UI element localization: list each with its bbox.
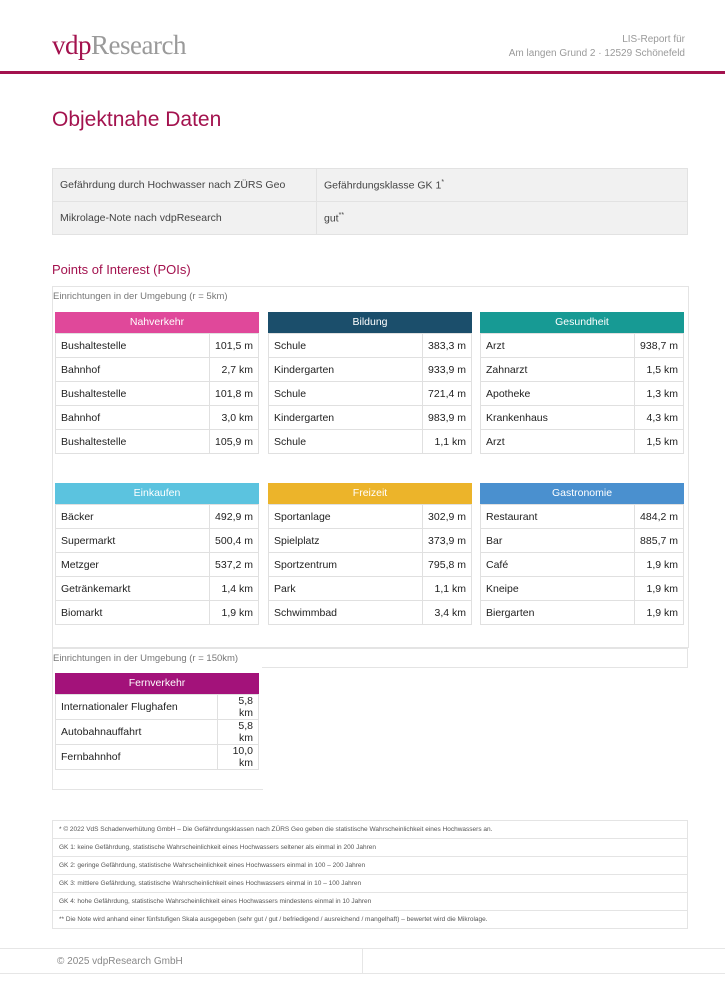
poi-category-header: Nahverkehr	[55, 312, 259, 333]
poi-place: Bushaltestelle	[56, 334, 210, 358]
poi-distance: 1,1 km	[423, 577, 472, 601]
poi-distance: 2,7 km	[210, 358, 259, 382]
poi-distance: 885,7 m	[635, 529, 684, 553]
poi-row	[56, 577, 259, 601]
poi-row	[56, 553, 259, 577]
poi-distance: 1,5 km	[635, 358, 684, 382]
poi-distance: 484,2 m	[635, 505, 684, 529]
poi-place: Bushaltestelle	[56, 382, 210, 406]
poi-card-gastronomie	[480, 483, 684, 625]
poi-place: Zahnarzt	[481, 358, 635, 382]
poi-distance: 938,7 m	[635, 334, 684, 358]
poi-row	[56, 601, 259, 625]
poi-distance: 105,9 m	[210, 430, 259, 454]
info-label: Gefährdung durch Hochwasser nach ZÜRS Geo	[53, 169, 317, 202]
poi-place: Restaurant	[481, 505, 635, 529]
poi-row	[481, 601, 684, 625]
poi-place: Spielplatz	[269, 529, 423, 553]
poi-row	[269, 577, 472, 601]
poi-row	[481, 334, 684, 358]
report-line-2: Am langen Grund 2 · 12529 Schönefeld	[508, 48, 685, 59]
info-row-microlocation	[53, 202, 688, 235]
poi-place: Arzt	[481, 430, 635, 454]
poi-distance: 1,9 km	[635, 577, 684, 601]
poi-distance: 1,4 km	[210, 577, 259, 601]
poi-place: Schule	[269, 430, 423, 454]
poi-place: Sportanlage	[269, 505, 423, 529]
poi-category-header: Gesundheit	[480, 312, 684, 333]
info-label: Mikrolage-Note nach vdpResearch	[53, 202, 317, 235]
poi-card-gesundheit	[480, 312, 684, 454]
footnote: * © 2022 VdS Schadenverhütung GmbH – Die Gefährdungsklassen nach ZÜRS Geo geben die statistische Wahrscheinlichkeit eines Hochwassers an.	[53, 821, 688, 839]
report-line-1: LIS-Report für	[622, 34, 685, 45]
poi-row	[481, 505, 684, 529]
poi-distance: 101,8 m	[210, 382, 259, 406]
poi-place: Kindergarten	[269, 358, 423, 382]
poi-row	[269, 358, 472, 382]
poi-distance: 795,8 m	[423, 553, 472, 577]
poi-distance: 1,9 km	[635, 553, 684, 577]
poi-distance: 4,3 km	[635, 406, 684, 430]
logo-rest: Research	[91, 30, 186, 60]
poi-distance: 1,1 km	[423, 430, 472, 454]
report-address	[509, 33, 685, 61]
poi-place: Apotheke	[481, 382, 635, 406]
poi-row	[481, 577, 684, 601]
poi-row	[56, 334, 259, 358]
poi-place: Biomarkt	[56, 601, 210, 625]
info-value: gut**	[317, 202, 688, 235]
poi-place: Schule	[269, 334, 423, 358]
poi-distance: 101,5 m	[210, 334, 259, 358]
poi-row	[56, 382, 259, 406]
poi-place: Arzt	[481, 334, 635, 358]
poi-table	[480, 504, 684, 625]
footnote: GK 3: mittlere Gefährdung, statistische Wahrscheinlichkeit eines Hochwassers einmal in 10 – 100 Jahren	[53, 875, 688, 893]
poi-row	[481, 553, 684, 577]
poi-place: Kneipe	[481, 577, 635, 601]
poi-distance: 383,3 m	[423, 334, 472, 358]
page-title: Objektnahe Daten	[52, 108, 222, 131]
poi-card-bildung	[268, 312, 472, 454]
poi-distance: 1,5 km	[635, 430, 684, 454]
poi-table	[268, 333, 472, 454]
section-label: Einrichtungen in der Umgebung (r = 150km)	[53, 653, 239, 664]
poi-row	[56, 529, 259, 553]
poi-row	[269, 529, 472, 553]
poi-row	[269, 505, 472, 529]
info-value: Gefährdungsklasse GK 1*	[317, 169, 688, 202]
poi-place: Sportzentrum	[269, 553, 423, 577]
page-header	[0, 0, 725, 74]
poi-row	[56, 720, 259, 745]
poi-distance: 492,9 m	[210, 505, 259, 529]
footnote: GK 4: hohe Gefährdung, statistische Wahrscheinlichkeit eines Hochwassers mindestens einmal in 10 Jahren	[53, 893, 688, 911]
poi-table	[268, 504, 472, 625]
poi-distance: 5,8 km	[218, 720, 259, 745]
section-label: Einrichtungen in der Umgebung (r = 5km)	[53, 291, 228, 302]
poi-card-freizeit	[268, 483, 472, 625]
poi-place: Café	[481, 553, 635, 577]
poi-row	[481, 358, 684, 382]
footer-divider	[362, 949, 363, 973]
poi-place: Supermarkt	[56, 529, 210, 553]
poi-row	[481, 406, 684, 430]
footer-copyright: © 2025 vdpResearch GmbH	[57, 956, 183, 967]
poi-row	[481, 529, 684, 553]
poi-place: Biergarten	[481, 601, 635, 625]
poi-heading: Points of Interest (POIs)	[52, 262, 191, 277]
footnotes-table	[52, 820, 688, 929]
poi-distance: 537,2 m	[210, 553, 259, 577]
poi-row	[56, 695, 259, 720]
poi-place: Bar	[481, 529, 635, 553]
poi-row	[481, 430, 684, 454]
vdpresearch-logo	[52, 30, 186, 61]
poi-row	[56, 505, 259, 529]
poi-table	[55, 694, 259, 770]
footnote: ** Die Note wird anhand einer fünfstufigen Skala ausgegeben (sehr gut / gut / befriedigend / ausreichend / mangelhaft) – bewertet wird die Mikrolage.	[53, 911, 688, 929]
poi-place: Park	[269, 577, 423, 601]
poi-row	[56, 430, 259, 454]
page-footer	[0, 948, 725, 974]
poi-distance: 1,9 km	[210, 601, 259, 625]
footnote: GK 2: geringe Gefährdung, statistische Wahrscheinlichkeit eines Hochwassers einmal in 100 – 200 Jahren	[53, 857, 688, 875]
info-row-flood	[53, 169, 688, 202]
header-divider	[0, 71, 725, 74]
poi-card-einkaufen	[55, 483, 259, 625]
poi-place: Getränkemarkt	[56, 577, 210, 601]
poi-distance: 983,9 m	[423, 406, 472, 430]
poi-row	[269, 382, 472, 406]
footnote: GK 1: keine Gefährdung, statistische Wahrscheinlichkeit eines Hochwassers seltener als einmal in 200 Jahren	[53, 839, 688, 857]
poi-row	[269, 406, 472, 430]
poi-place: Autobahnauffahrt	[56, 720, 218, 745]
poi-category-header: Gastronomie	[480, 483, 684, 504]
poi-row	[269, 553, 472, 577]
logo-brand: vdp	[52, 30, 91, 60]
poi-distance: 373,9 m	[423, 529, 472, 553]
poi-row	[269, 601, 472, 625]
poi-category-header: Freizeit	[268, 483, 472, 504]
poi-place: Bahnhof	[56, 406, 210, 430]
poi-card-nahverkehr	[55, 312, 259, 454]
poi-distance: 933,9 m	[423, 358, 472, 382]
poi-distance: 3,4 km	[423, 601, 472, 625]
poi-distance: 500,4 m	[210, 529, 259, 553]
poi-place: Bushaltestelle	[56, 430, 210, 454]
poi-category-header: Einkaufen	[55, 483, 259, 504]
poi-distance: 721,4 m	[423, 382, 472, 406]
poi-place: Schule	[269, 382, 423, 406]
poi-place: Fernbahnhof	[56, 745, 218, 770]
poi-table	[55, 504, 259, 625]
poi-distance: 1,9 km	[635, 601, 684, 625]
poi-distance: 1,3 km	[635, 382, 684, 406]
poi-row	[269, 430, 472, 454]
poi-row	[56, 358, 259, 382]
poi-place: Bäcker	[56, 505, 210, 529]
poi-place: Internationaler Flughafen	[56, 695, 218, 720]
poi-category-header: Fernverkehr	[55, 673, 259, 694]
poi-card-fernverkehr	[55, 673, 259, 770]
poi-place: Metzger	[56, 553, 210, 577]
poi-place: Kindergarten	[269, 406, 423, 430]
poi-row	[56, 406, 259, 430]
section-divider	[262, 648, 688, 668]
poi-place: Bahnhof	[56, 358, 210, 382]
poi-distance: 5,8 km	[218, 695, 259, 720]
poi-row	[269, 334, 472, 358]
poi-distance: 3,0 km	[210, 406, 259, 430]
poi-row	[56, 745, 259, 770]
poi-row	[481, 382, 684, 406]
object-info-table	[52, 168, 688, 235]
poi-distance: 302,9 m	[423, 505, 472, 529]
poi-place: Krankenhaus	[481, 406, 635, 430]
poi-distance: 10,0 km	[218, 745, 259, 770]
poi-table	[480, 333, 684, 454]
poi-place: Schwimmbad	[269, 601, 423, 625]
poi-category-header: Bildung	[268, 312, 472, 333]
poi-table	[55, 333, 259, 454]
